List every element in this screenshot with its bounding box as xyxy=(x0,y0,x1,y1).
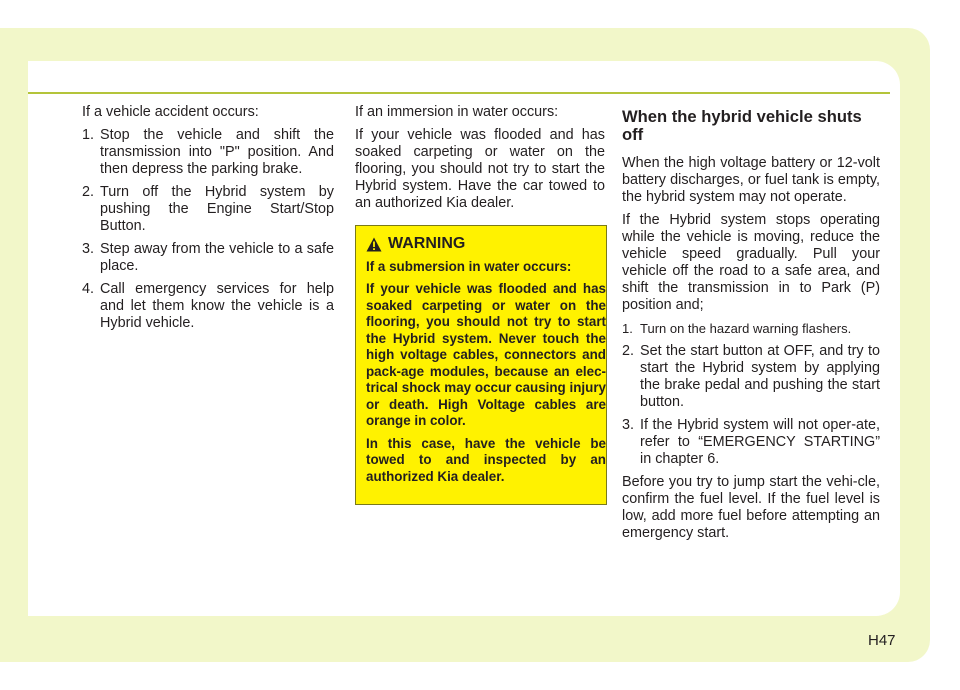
list-item: 3. Step away from the vehicle to a safe place. xyxy=(82,241,334,274)
list-item: 3. If the Hybrid system will not oper-ate, refer to “EMERGENCY STARTING” in chapter 6. xyxy=(622,417,880,467)
shutoff-paragraph-1: When the high voltage battery or 12-volt battery discharges, or fuel tank is empty, the hybrid system may not operate. xyxy=(622,155,880,205)
list-item: 4. Call emergency services for help and let them know the vehicle is a Hybrid vehicle. xyxy=(82,281,334,331)
warning-header xyxy=(366,236,606,253)
immersion-paragraph: If your vehicle was flooded and has soaked carpeting or water on the flooring, you should not try to start the Hybrid system. Have the car towed to an authorized Kia dealer. xyxy=(355,127,605,211)
accident-steps xyxy=(82,127,334,332)
shutoff-paragraph-3: Before you try to jump start the vehi-cle, confirm the fuel level. If the fuel level is low, add more fuel before attempting an emergency start. xyxy=(622,474,880,541)
warning-paragraph-2: In this case, have the vehicle be towed to and inspected by an authorized Kia dealer. xyxy=(366,435,606,484)
immersion-intro: If an immersion in water occurs: xyxy=(355,104,559,120)
warning-title: WARNING xyxy=(388,235,466,252)
list-item: 1. Stop the vehicle and shift the transmission into "P" position. And then depress the parking brake. xyxy=(82,127,334,177)
page-number: H47 xyxy=(868,632,896,649)
column-shutoff xyxy=(622,104,880,548)
column-immersion xyxy=(355,104,605,218)
column-accident xyxy=(82,104,334,338)
section-title: When the hybrid vehicle shuts off xyxy=(622,107,862,144)
warning-paragraph-1: If your vehicle was flooded and has soaked carpeting or water on the flooring, you should not try to start the Hybrid system. Never touch the high voltage cables, connectors and pack-age modules, because an elec-trical shock may occur causing injury or death. High Voltage cables are orange in color. xyxy=(366,281,606,428)
shutoff-paragraph-2: If the Hybrid system stops operating while the vehicle is moving, reduce the vehicle speed gradually. Pull your vehicle off the road to a safe area, and shift the transmission in to Park (P) position and; xyxy=(622,212,880,313)
shutoff-steps xyxy=(622,320,880,468)
accident-intro: If a vehicle accident occurs: xyxy=(82,104,259,120)
warning-lead: If a submersion in water occurs: xyxy=(366,258,572,274)
list-item: 2. Turn off the Hybrid system by pushing the Engine Start/Stop Button. xyxy=(82,184,334,234)
warning-box xyxy=(355,225,607,505)
warning-triangle-icon xyxy=(366,237,382,252)
list-item: 1. Turn on the hazard warning flashers. xyxy=(622,321,852,336)
header-rule xyxy=(28,92,890,94)
list-item: 2. Set the start button at OFF, and try to start the Hybrid system by applying the brake pedal and pushing the start button. xyxy=(622,343,880,410)
